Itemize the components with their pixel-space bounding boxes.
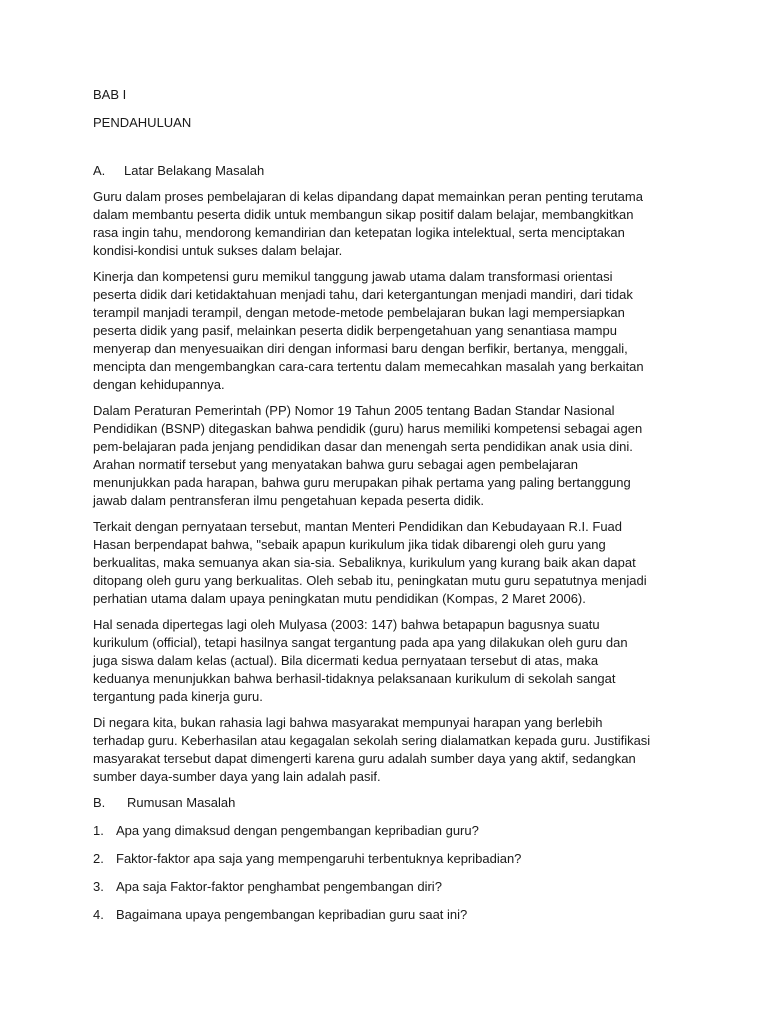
list-item: [93, 906, 653, 924]
list-item-text: Faktor-faktor apa saja yang mempengaruhi terbentuknya kepribadian?: [116, 851, 522, 866]
list-item-number: 2.: [93, 851, 104, 866]
paragraph: Guru dalam proses pembelajaran di kelas dipandang dapat memainkan peran penting terutama dalam membantu peserta didik untuk membangun sikap positif dalam belajar, membangkitkan rasa ingin tahu, mendorong kemandirian dan ketepatan logika intelektual, serta menciptakan kondisi-kondisi untuk sukses dalam belajar.: [93, 189, 643, 258]
section-number: A.: [93, 163, 106, 178]
list-item: [93, 822, 653, 840]
chapter-title: PENDAHULUAN: [93, 115, 192, 130]
list-item: [93, 850, 653, 868]
section-heading-a: [93, 162, 653, 180]
list-item-text: Bagaimana upaya pengembangan kepribadian guru saat ini?: [116, 907, 468, 922]
section-heading-b: [93, 794, 653, 812]
section-title: Rumusan Masalah: [127, 795, 236, 810]
chapter-label: BAB I: [93, 87, 127, 102]
section-number: B.: [93, 795, 106, 810]
list-item-text: Apa saja Faktor-faktor penghambat pengembangan diri?: [116, 879, 442, 894]
list-item-text: Apa yang dimaksud dengan pengembangan kepribadian guru?: [116, 823, 479, 838]
list-item: [93, 878, 653, 896]
question-list: [93, 822, 653, 924]
list-item-number: 3.: [93, 879, 104, 894]
document-page: [93, 86, 653, 934]
paragraph: Hal senada dipertegas lagi oleh Mulyasa (2003: 147) bahwa betapapun bagusnya suatu kurikulum (official), tetapi hasilnya sangat tergantung pada apa yang dilakukan oleh guru dan juga siswa dalam kelas (actual). Bila dicermati kedua pernyataan tersebut di atas, maka keduanya menunjukkan bahwa berhasil-tidaknya pelaksanaan kurikulum di sekolah sangat tergantung pada kinerja guru.: [93, 617, 628, 704]
section-title: Latar Belakang Masalah: [124, 163, 265, 178]
paragraph: Kinerja dan kompetensi guru memikul tanggung jawab utama dalam transformasi orientasi peserta didik dari ketidaktahuan menjadi tahu, dari ketergantungan menjadi mandiri, dari tidak terampil manjadi terampil, dengan metode-metode pembelajaran bukan lagi mempersiapkan peserta didik yang pasif, melainkan peserta didik berpengetahuan yang senantiasa mampu menyerap dan menyesuaikan diri dengan informasi baru dengan berfikir, bertanya, menggali, mencipta dan mengembangkan cara-cara tertentu dalam memecahkan masalah yang berkaitan dengan kehidupannya.: [93, 269, 644, 392]
list-item-number: 4.: [93, 907, 104, 922]
list-item-number: 1.: [93, 823, 104, 838]
paragraph: Di negara kita, bukan rahasia lagi bahwa masyarakat mempunyai harapan yang berlebih terhadap guru. Keberhasilan atau kegagalan sekolah sering dialamatkan kepada guru. Justifikasi masyarakat tersebut dapat dimengerti karena guru adalah sumber daya yang aktif, sedangkan sumber daya-sumber daya yang lain adalah pasif.: [93, 715, 651, 784]
paragraph: Terkait dengan pernyataan tersebut, mantan Menteri Pendidikan dan Kebudayaan R.I. Fuad Hasan berpendapat bahwa, "sebaik apapun kurikulum jika tidak dibarengi oleh guru yang berkualitas, maka semuanya akan sia-sia. Sebaliknya, kurikulum yang kurang baik akan dapat ditopang oleh guru yang berkualitas. Oleh sebab itu, peningkatan mutu guru sepatutnya menjadi perhatian utama dalam upaya peningkatan mutu pendidikan (Kompas, 2 Maret 2006).: [93, 519, 647, 606]
paragraph: Dalam Peraturan Pemerintah (PP) Nomor 19 Tahun 2005 tentang Badan Standar Nasional Pendidikan (BSNP) ditegaskan bahwa pendidik (guru) harus memiliki kompetensi sebagai agen pem-belajaran pada jenjang pendidikan dasar dan menengah serta pendidikan anak usia dini. Arahan normatif tersebut yang menyatakan bahwa guru sebagai agen pembelajaran menunjukkan pada harapan, bahwa guru merupakan pihak pertama yang paling bertanggung jawab dalam pentransferan ilmu pengetahuan kepada peserta didik.: [93, 403, 643, 508]
